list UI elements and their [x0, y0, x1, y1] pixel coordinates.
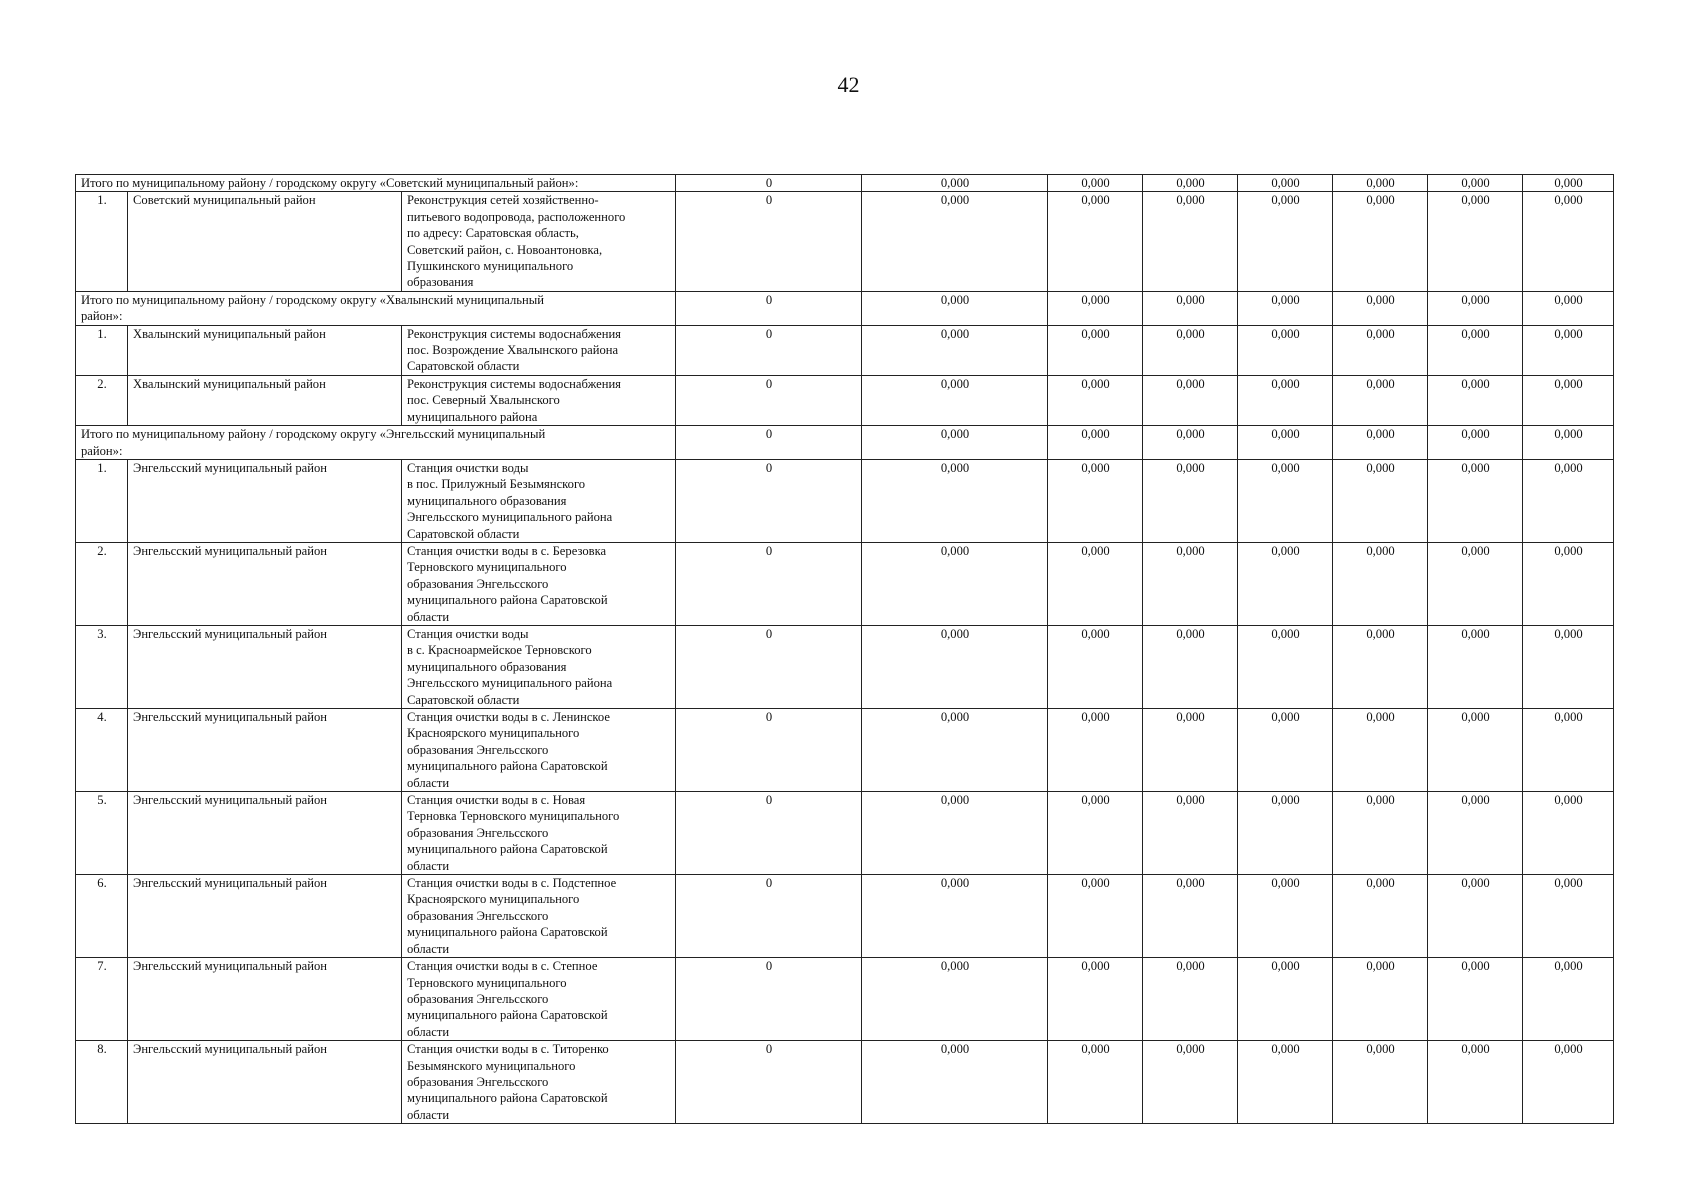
value-cell: 0,000 — [1333, 375, 1428, 425]
row-number: 2. — [76, 542, 128, 625]
value-cell: 0,000 — [862, 1041, 1048, 1124]
value-cell: 0,000 — [1143, 542, 1238, 625]
value-cell: 0,000 — [1048, 1041, 1143, 1124]
value-cell: 0,000 — [1048, 426, 1143, 460]
value-cell: 0 — [676, 709, 862, 792]
district-name: Энгельсский муниципальный район — [128, 875, 402, 958]
value-cell: 0,000 — [1523, 426, 1614, 460]
district-name: Энгельсский муниципальный район — [128, 625, 402, 708]
value-cell: 0,000 — [1333, 875, 1428, 958]
value-cell: 0,000 — [1523, 625, 1614, 708]
table-row — [76, 709, 1614, 792]
value-cell: 0,000 — [1333, 291, 1428, 325]
row-number: 1. — [76, 459, 128, 542]
value-cell: 0,000 — [862, 875, 1048, 958]
total-label: Итого по муниципальному району / городскому округу «Хвалынский муниципальный район»: — [76, 291, 676, 325]
value-cell: 0 — [676, 291, 862, 325]
value-cell: 0,000 — [1048, 792, 1143, 875]
value-cell: 0,000 — [1523, 192, 1614, 291]
object-description: Станция очистки воды в с. Красноармейское Терновского муниципального образования Энгельсского муниципального района Саратовской области — [402, 625, 676, 708]
district-name: Энгельсский муниципальный район — [128, 459, 402, 542]
object-description: Станция очистки воды в с. Степное Терновского муниципального образования Энгельсского муниципального района Саратовской области — [402, 958, 676, 1041]
object-description: Станция очистки воды в с. Подстепное Красноярского муниципального образования Энгельсского муниципального района Саратовской области — [402, 875, 676, 958]
value-cell: 0,000 — [1428, 325, 1523, 375]
value-cell: 0,000 — [862, 625, 1048, 708]
district-name: Хвалынский муниципальный район — [128, 325, 402, 375]
value-cell: 0 — [676, 426, 862, 460]
value-cell: 0,000 — [862, 792, 1048, 875]
value-cell: 0,000 — [1333, 625, 1428, 708]
value-cell: 0,000 — [1523, 375, 1614, 425]
district-name: Энгельсский муниципальный район — [128, 1041, 402, 1124]
table-body — [76, 175, 1614, 1124]
value-cell: 0,000 — [1523, 875, 1614, 958]
table-row — [76, 958, 1614, 1041]
value-cell: 0,000 — [1238, 709, 1333, 792]
value-cell: 0,000 — [1238, 375, 1333, 425]
value-cell: 0,000 — [862, 175, 1048, 192]
value-cell: 0,000 — [862, 958, 1048, 1041]
district-name: Энгельсский муниципальный район — [128, 542, 402, 625]
value-cell: 0,000 — [1238, 192, 1333, 291]
value-cell: 0,000 — [1523, 542, 1614, 625]
value-cell: 0,000 — [1238, 426, 1333, 460]
value-cell: 0,000 — [1048, 325, 1143, 375]
total-label: Итого по муниципальному району / городскому округу «Энгельсский муниципальный район»: — [76, 426, 676, 460]
object-description: Станция очистки воды в пос. Прилужный Безымянского муниципального образования Энгельсского муниципального района Саратовской области — [402, 459, 676, 542]
value-cell: 0,000 — [1048, 542, 1143, 625]
value-cell: 0,000 — [1143, 1041, 1238, 1124]
value-cell: 0,000 — [1333, 426, 1428, 460]
value-cell: 0,000 — [1238, 325, 1333, 375]
table-row — [76, 1041, 1614, 1124]
page-number: 42 — [837, 72, 860, 97]
table-row — [76, 459, 1614, 542]
value-cell: 0 — [676, 175, 862, 192]
value-cell: 0,000 — [862, 542, 1048, 625]
row-number: 4. — [76, 709, 128, 792]
row-number: 1. — [76, 192, 128, 291]
value-cell: 0,000 — [1523, 1041, 1614, 1124]
table-row — [76, 325, 1614, 375]
value-cell: 0 — [676, 625, 862, 708]
district-name: Советский муниципальный район — [128, 192, 402, 291]
district-name: Энгельсский муниципальный район — [128, 709, 402, 792]
value-cell: 0,000 — [1523, 792, 1614, 875]
value-cell: 0 — [676, 325, 862, 375]
value-cell: 0,000 — [1333, 792, 1428, 875]
object-description: Станция очистки воды в с. Березовка Терновского муниципального образования Энгельсского муниципального района Саратовской области — [402, 542, 676, 625]
value-cell: 0,000 — [1143, 375, 1238, 425]
row-number: 5. — [76, 792, 128, 875]
district-name: Хвалынский муниципальный район — [128, 375, 402, 425]
value-cell: 0,000 — [1428, 192, 1523, 291]
value-cell: 0,000 — [1048, 375, 1143, 425]
value-cell: 0,000 — [1143, 325, 1238, 375]
value-cell: 0,000 — [1238, 175, 1333, 192]
value-cell: 0 — [676, 958, 862, 1041]
table-row — [76, 625, 1614, 708]
district-name: Энгельсский муниципальный район — [128, 792, 402, 875]
table-row — [76, 792, 1614, 875]
value-cell: 0,000 — [1238, 542, 1333, 625]
value-cell: 0,000 — [1428, 459, 1523, 542]
value-cell: 0,000 — [862, 192, 1048, 291]
value-cell: 0,000 — [1238, 875, 1333, 958]
value-cell: 0,000 — [1333, 1041, 1428, 1124]
value-cell: 0,000 — [1238, 958, 1333, 1041]
value-cell: 0,000 — [1143, 426, 1238, 460]
value-cell: 0,000 — [1048, 709, 1143, 792]
value-cell: 0,000 — [862, 709, 1048, 792]
value-cell: 0,000 — [1048, 192, 1143, 291]
value-cell: 0 — [676, 192, 862, 291]
value-cell: 0,000 — [1428, 792, 1523, 875]
value-cell: 0,000 — [1333, 192, 1428, 291]
row-number: 1. — [76, 325, 128, 375]
value-cell: 0,000 — [862, 291, 1048, 325]
row-number: 6. — [76, 875, 128, 958]
total-label: Итого по муниципальному району / городскому округу «Советский муниципальный район»: — [76, 175, 676, 192]
district-name: Энгельсский муниципальный район — [128, 958, 402, 1041]
value-cell: 0,000 — [1238, 792, 1333, 875]
value-cell: 0,000 — [1143, 625, 1238, 708]
row-number: 7. — [76, 958, 128, 1041]
value-cell: 0,000 — [1333, 709, 1428, 792]
object-description: Реконструкция системы водоснабжения пос. Северный Хвалынского муниципального района — [402, 375, 676, 425]
row-number: 8. — [76, 1041, 128, 1124]
table-row — [76, 375, 1614, 425]
value-cell: 0,000 — [1523, 709, 1614, 792]
value-cell: 0,000 — [1048, 459, 1143, 542]
value-cell: 0,000 — [1048, 875, 1143, 958]
value-cell: 0,000 — [1333, 175, 1428, 192]
value-cell: 0,000 — [1238, 291, 1333, 325]
value-cell: 0 — [676, 459, 862, 542]
value-cell: 0,000 — [1048, 175, 1143, 192]
value-cell: 0,000 — [1048, 625, 1143, 708]
value-cell: 0,000 — [1333, 542, 1428, 625]
object-description: Станция очистки воды в с. Новая Терновка Терновского муниципального образования Энгельсского муниципального района Саратовской области — [402, 792, 676, 875]
value-cell: 0 — [676, 1041, 862, 1124]
value-cell: 0,000 — [1048, 958, 1143, 1041]
value-cell: 0,000 — [1428, 875, 1523, 958]
total-row — [76, 175, 1614, 192]
value-cell: 0,000 — [1048, 291, 1143, 325]
value-cell: 0,000 — [1428, 625, 1523, 708]
value-cell: 0,000 — [1238, 625, 1333, 708]
value-cell: 0,000 — [1333, 958, 1428, 1041]
value-cell: 0 — [676, 792, 862, 875]
value-cell: 0,000 — [1523, 291, 1614, 325]
value-cell: 0,000 — [1143, 291, 1238, 325]
value-cell: 0,000 — [1428, 709, 1523, 792]
value-cell: 0,000 — [1428, 542, 1523, 625]
row-number: 3. — [76, 625, 128, 708]
row-number: 2. — [76, 375, 128, 425]
value-cell: 0,000 — [1143, 192, 1238, 291]
value-cell: 0,000 — [1428, 1041, 1523, 1124]
table-row — [76, 875, 1614, 958]
value-cell: 0,000 — [1143, 958, 1238, 1041]
funding-table — [75, 174, 1614, 1124]
object-description: Станция очистки воды в с. Ленинское Красноярского муниципального образования Энгельсского муниципального района Саратовской области — [402, 709, 676, 792]
value-cell: 0,000 — [1428, 175, 1523, 192]
object-description: Реконструкция сетей хозяйственно- питьевого водопровода, расположенного по адресу: Саратовская область, Советский район, с. Новоантоновка, Пушкинского муниципального образования — [402, 192, 676, 291]
table-row — [76, 192, 1614, 291]
value-cell: 0,000 — [1238, 459, 1333, 542]
value-cell: 0,000 — [1238, 1041, 1333, 1124]
value-cell: 0,000 — [1333, 459, 1428, 542]
value-cell: 0,000 — [1428, 291, 1523, 325]
value-cell: 0,000 — [1428, 426, 1523, 460]
value-cell: 0,000 — [1523, 958, 1614, 1041]
object-description: Станция очистки воды в с. Титоренко Безымянского муниципального образования Энгельсского муниципального района Саратовской области — [402, 1041, 676, 1124]
value-cell: 0,000 — [1428, 375, 1523, 425]
value-cell: 0,000 — [1143, 175, 1238, 192]
value-cell: 0,000 — [862, 375, 1048, 425]
value-cell: 0 — [676, 542, 862, 625]
value-cell: 0,000 — [862, 459, 1048, 542]
total-row — [76, 291, 1614, 325]
value-cell: 0,000 — [862, 426, 1048, 460]
value-cell: 0,000 — [1428, 958, 1523, 1041]
value-cell: 0,000 — [862, 325, 1048, 375]
value-cell: 0,000 — [1523, 175, 1614, 192]
value-cell: 0,000 — [1333, 325, 1428, 375]
value-cell: 0,000 — [1143, 459, 1238, 542]
value-cell: 0,000 — [1143, 792, 1238, 875]
value-cell: 0,000 — [1143, 875, 1238, 958]
value-cell: 0,000 — [1523, 459, 1614, 542]
value-cell: 0,000 — [1523, 325, 1614, 375]
value-cell: 0 — [676, 375, 862, 425]
value-cell: 0 — [676, 875, 862, 958]
value-cell: 0,000 — [1143, 709, 1238, 792]
table-row — [76, 542, 1614, 625]
total-row — [76, 426, 1614, 460]
object-description: Реконструкция системы водоснабжения пос. Возрождение Хвалынского района Саратовской области — [402, 325, 676, 375]
